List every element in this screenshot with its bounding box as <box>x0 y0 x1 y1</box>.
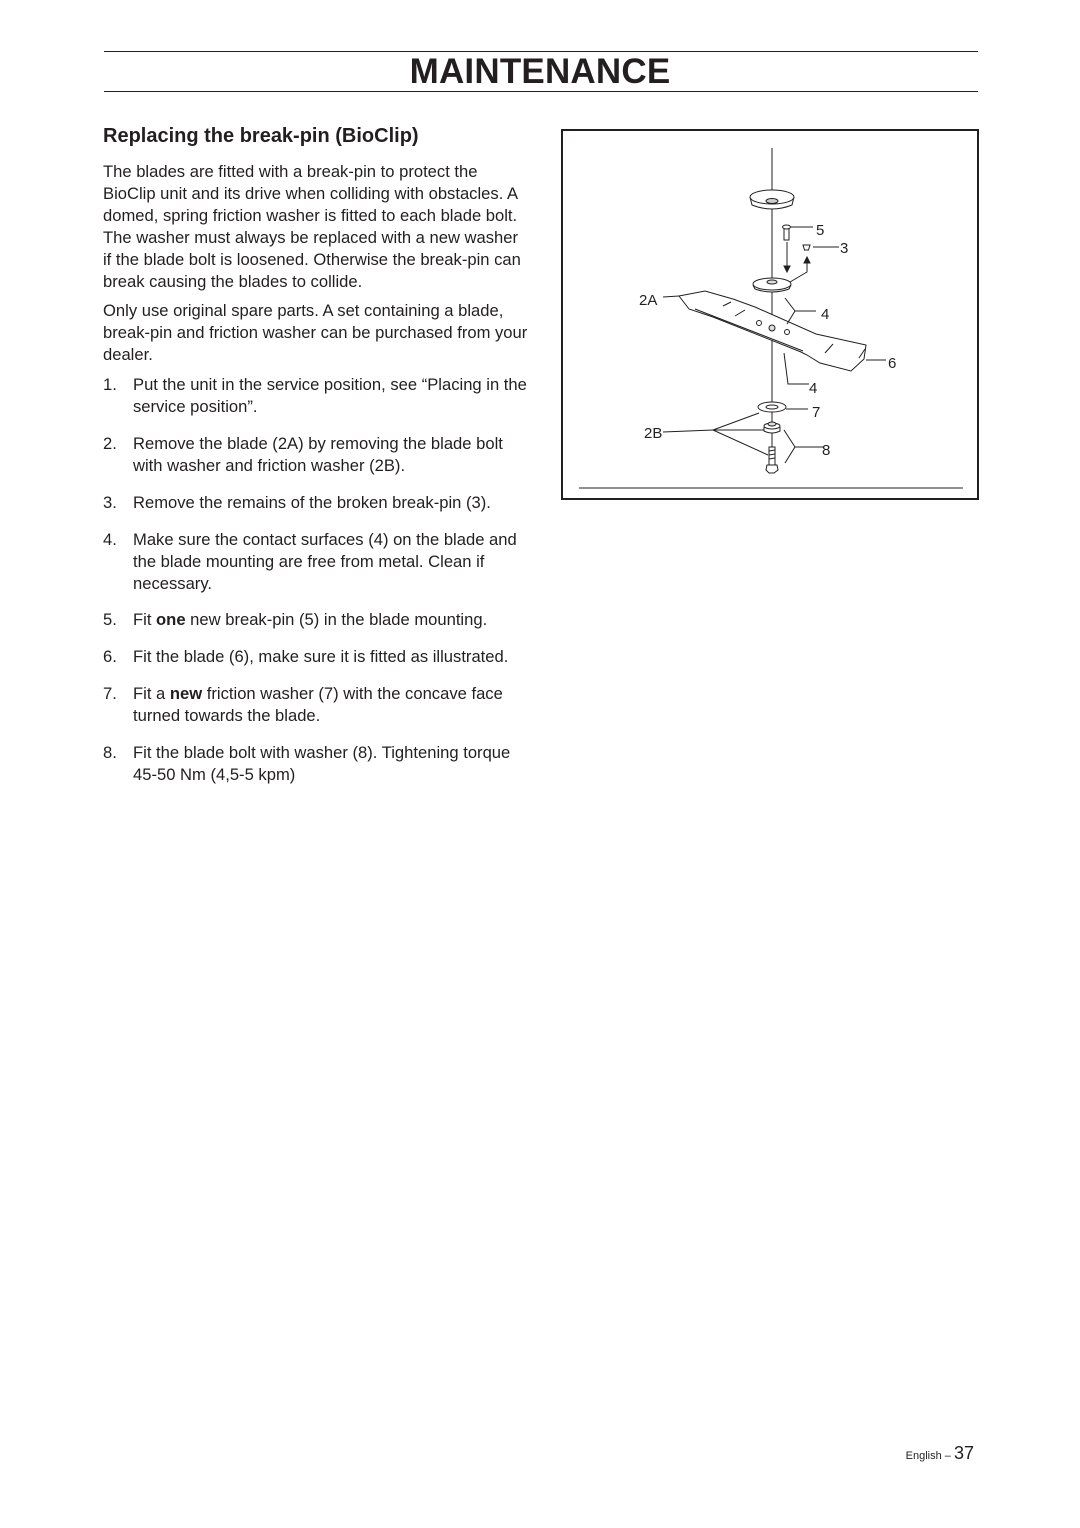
step-item <box>103 683 528 727</box>
step-number: 8. <box>103 743 117 763</box>
label-8: 8 <box>822 442 831 459</box>
step-number: 3. <box>103 492 117 512</box>
blade-assembly-figure <box>561 129 979 500</box>
step-item <box>103 742 528 786</box>
step-emphasis: one <box>156 610 186 630</box>
step-text: Fit the blade bolt with washer (8). Tightening torque 45-50 Nm (4,5-5 kpm) <box>133 743 511 784</box>
label-5: 5 <box>816 222 825 239</box>
label-2b: 2B <box>644 425 663 442</box>
step-number: 1. <box>103 375 117 395</box>
step-text: Fit the blade (6), make sure it is fitted as illustrated. <box>133 647 509 667</box>
body-text <box>103 161 528 801</box>
step-number: 6. <box>103 647 117 667</box>
intro-paragraph: The blades are fitted with a break-pin to protect the BioClip unit and its drive when colliding with obstacles. A domed, spring friction washer is fitted to each blade bolt. The washer must always be replaced with a new washer if the blade bolt is loosened. Otherwise the break-pin can break causing the blades to collide. <box>103 162 521 291</box>
step-item <box>103 374 528 418</box>
step-item <box>103 646 528 668</box>
label-6: 6 <box>888 355 897 372</box>
label-4-upper: 4 <box>821 306 830 323</box>
step-number: 5. <box>103 610 117 630</box>
blade-mounting-cup <box>750 190 794 209</box>
friction-washer-7 <box>758 402 786 412</box>
step-item <box>103 529 528 595</box>
step-text: Remove the blade (2A) by removing the blade bolt with washer and friction washer (2B). <box>133 433 503 475</box>
header-bottom-rule <box>104 91 978 92</box>
page-number: 37 <box>953 1443 974 1463</box>
footer-language: English – <box>905 1450 951 1462</box>
bolt-washer-8 <box>764 422 780 473</box>
mounting-washer <box>753 278 791 292</box>
step-item <box>103 433 528 477</box>
step-text: Fit a <box>133 684 170 704</box>
step-text: Fit <box>133 610 157 630</box>
page-footer <box>906 1443 974 1464</box>
steps-list <box>103 374 528 786</box>
step-number: 7. <box>103 684 117 704</box>
step-emphasis: new <box>169 684 203 704</box>
step-text: Make sure the contact surfaces (4) on the blade and the blade mounting are free from metal. Clean if necessary. <box>133 529 517 593</box>
spare-parts-paragraph: Only use original spare parts. A set containing a blade, break-pin and friction washer can be purchased from your dealer. <box>103 301 528 365</box>
step-text: Remove the remains of the broken break-pin (3). <box>133 492 491 512</box>
label-4-lower: 4 <box>809 380 818 397</box>
section-heading: Replacing the break-pin (BioClip) <box>103 125 419 147</box>
label-7: 7 <box>812 404 821 421</box>
step-text: friction washer (7) with the concave face turned towards the blade. <box>133 684 503 726</box>
step-text: Put the unit in the service position, see “Placing in the service position”. <box>133 375 527 417</box>
page-title: MAINTENANCE <box>409 52 671 91</box>
step-text: new break-pin (5) in the blade mounting. <box>185 610 488 630</box>
broken-pin-3 <box>790 245 839 282</box>
step-item <box>103 609 528 631</box>
label-2a: 2A <box>639 292 658 309</box>
step-item <box>103 492 528 514</box>
step-number: 2. <box>103 433 117 453</box>
label-3: 3 <box>840 240 849 257</box>
step-number: 4. <box>103 529 117 549</box>
